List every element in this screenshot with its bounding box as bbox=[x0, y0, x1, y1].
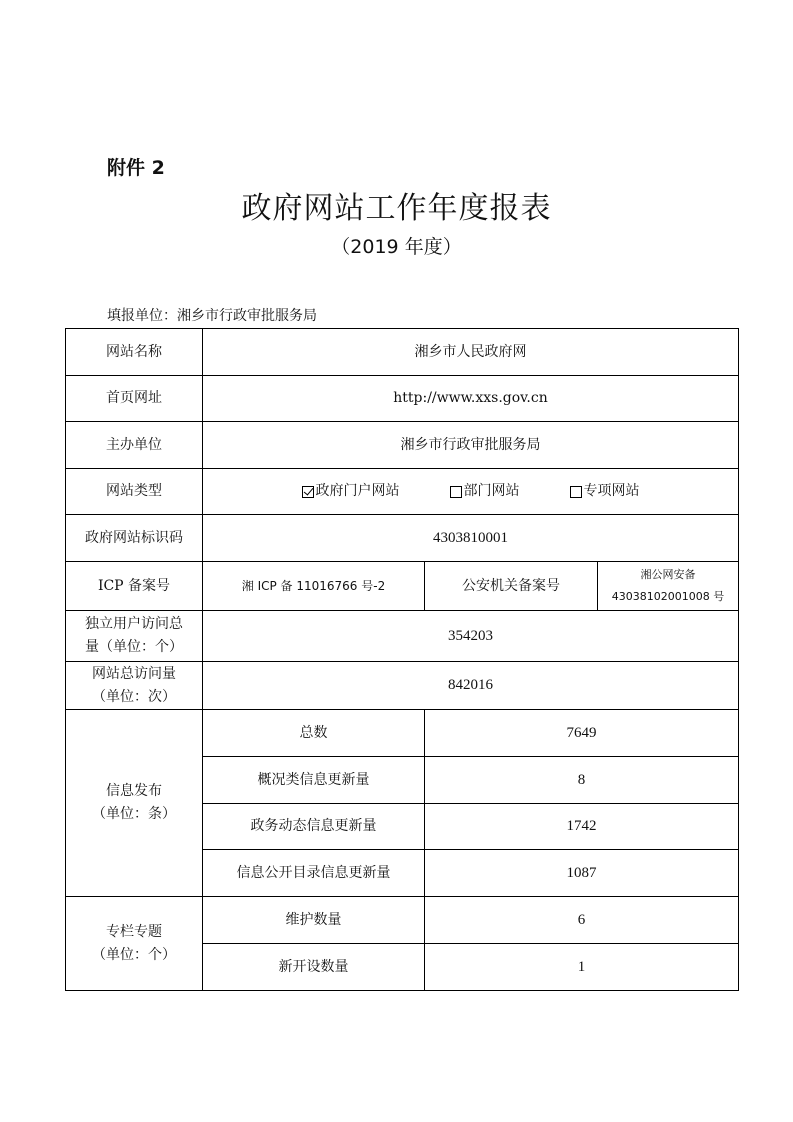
site-type-option-department[interactable] bbox=[450, 480, 520, 503]
news-update-label: 政务动态信息更新量 bbox=[203, 804, 425, 850]
label-line: （单位：次） bbox=[92, 688, 176, 705]
police-record-value bbox=[598, 562, 739, 611]
overview-update-value: 8 bbox=[425, 757, 739, 804]
site-type-options bbox=[203, 469, 739, 515]
label-line: 网站总访问量 bbox=[92, 665, 176, 682]
overview-update-label: 概况类信息更新量 bbox=[203, 757, 425, 804]
maintained-count-value: 6 bbox=[425, 897, 739, 944]
news-update-value: 1742 bbox=[425, 804, 739, 850]
option-label: 政府门户网站 bbox=[315, 483, 400, 499]
report-table bbox=[65, 328, 739, 991]
site-type-label: 网站类型 bbox=[66, 469, 203, 515]
table-row bbox=[66, 611, 739, 662]
table-row bbox=[66, 329, 739, 376]
site-type-option-special[interactable] bbox=[570, 480, 640, 503]
homepage-label: 首页网址 bbox=[66, 376, 203, 422]
table-row bbox=[66, 376, 739, 422]
attachment-label: 附件 2 bbox=[107, 157, 165, 179]
info-total-value: 7649 bbox=[425, 710, 739, 757]
option-label: 专项网站 bbox=[583, 483, 640, 499]
unique-visitors-label bbox=[66, 611, 203, 662]
maintained-count-label: 维护数量 bbox=[203, 897, 425, 944]
checked-checkbox-icon bbox=[302, 486, 314, 498]
table-row bbox=[66, 469, 739, 515]
police-record-line1: 湘公网安备 bbox=[640, 568, 696, 581]
police-record-label: 公安机关备案号 bbox=[425, 562, 598, 611]
info-release-label bbox=[66, 710, 203, 897]
page-subtitle: （2019 年度） bbox=[331, 236, 462, 258]
columns-label bbox=[66, 897, 203, 991]
new-count-label: 新开设数量 bbox=[203, 944, 425, 991]
site-code-label: 政府网站标识码 bbox=[66, 515, 203, 562]
new-count-value: 1 bbox=[425, 944, 739, 991]
catalog-update-value: 1087 bbox=[425, 850, 739, 897]
checkbox-icon bbox=[450, 486, 462, 498]
sponsor-value: 湘乡市行政审批服务局 bbox=[203, 422, 739, 469]
site-name-label: 网站名称 bbox=[66, 329, 203, 376]
label-line: 量（单位：个） bbox=[85, 639, 183, 655]
total-visits-value: 842016 bbox=[203, 662, 739, 710]
label-line: （单位：个） bbox=[92, 946, 176, 963]
table-row bbox=[66, 662, 739, 710]
table-row bbox=[66, 710, 739, 757]
site-type-option-portal[interactable] bbox=[302, 480, 400, 503]
filing-unit: 填报单位：湘乡市行政审批服务局 bbox=[107, 308, 317, 324]
info-total-label: 总数 bbox=[203, 710, 425, 757]
table-row bbox=[66, 897, 739, 944]
label-line: 专栏专题 bbox=[106, 923, 162, 940]
catalog-update-label: 信息公开目录信息更新量 bbox=[203, 850, 425, 897]
icp-value: 湘 ICP 备 11016766 号-2 bbox=[203, 562, 425, 611]
site-name-value: 湘乡市人民政府网 bbox=[203, 329, 739, 376]
label-line: 信息发布 bbox=[106, 783, 162, 799]
label-line: （单位：条） bbox=[92, 806, 176, 822]
total-visits-label bbox=[66, 662, 203, 710]
table-row bbox=[66, 422, 739, 469]
checkbox-icon bbox=[570, 486, 582, 498]
icp-label: ICP 备案号 bbox=[66, 562, 203, 611]
label-line: 独立用户访问总 bbox=[85, 616, 183, 632]
table-row bbox=[66, 515, 739, 562]
site-code-value: 4303810001 bbox=[203, 515, 739, 562]
sponsor-label: 主办单位 bbox=[66, 422, 203, 469]
unique-visitors-value: 354203 bbox=[203, 611, 739, 662]
option-label: 部门网站 bbox=[463, 483, 520, 499]
police-record-line2: 43038102001008 号 bbox=[611, 590, 725, 603]
homepage-value: http://www.xxs.gov.cn bbox=[203, 376, 739, 422]
page-title: 政府网站工作年度报表 bbox=[241, 191, 552, 226]
table-row bbox=[66, 562, 739, 611]
